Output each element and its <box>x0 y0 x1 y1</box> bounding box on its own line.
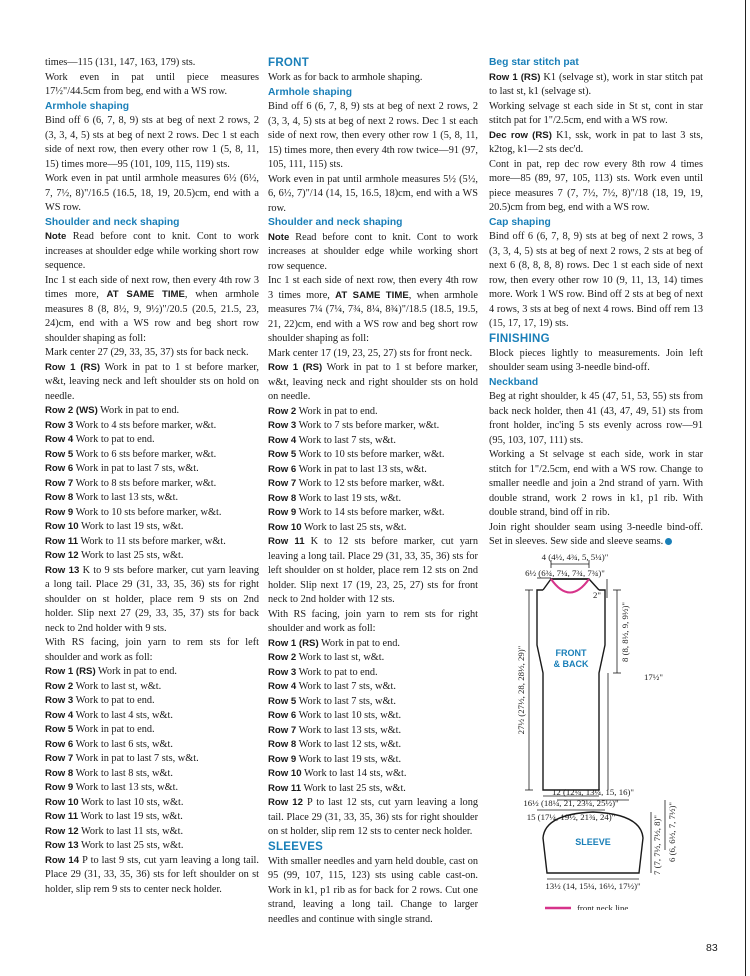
front-back-label-line2: & BACK <box>553 659 589 669</box>
page-edge-rule <box>745 0 746 976</box>
paragraph-text: P to last 12 sts, cut yarn leaving a long tail. Place 29 (31, 33, 35, 36) sts for right shoulder on st holder, slip rem 12 sts to center neck holder. <box>268 797 479 837</box>
row-label: Row 8 <box>268 739 297 750</box>
paragraph <box>268 709 478 724</box>
front-back-outline <box>537 579 605 790</box>
paragraph <box>45 71 259 100</box>
paragraph-text: Work to last 13 sts, w&t. <box>73 492 179 503</box>
section-heading: SLEEVES <box>268 840 324 853</box>
paragraph-text: Work to 12 sts before marker, w&t. <box>296 478 445 489</box>
schematic-diagram <box>505 550 735 910</box>
paragraph <box>45 723 259 738</box>
paragraph-text: Work to pat to end. <box>296 666 378 678</box>
column-middle <box>268 56 478 927</box>
paragraph <box>45 709 259 724</box>
paragraph-text: Work in pat to end. <box>97 405 180 416</box>
paragraph-text: Work to last 25 sts, w&t. <box>301 782 406 794</box>
paragraph-text: Work to last st, w&t. <box>73 680 162 692</box>
paragraph <box>45 230 259 274</box>
paragraph-text: Work to last 19 sts, w&t. <box>78 521 184 532</box>
paragraph-text: Work to last 7 sts, w&t. <box>296 681 396 692</box>
paragraph-text: , when armhole measures 8 (8, 8½, 9, 9½)"/20.5 (20.5, 21.5, 23, 24)cm, end with a WS row and beg short row shoulder shaping as foll: <box>45 289 259 344</box>
section-heading: Armhole shaping <box>45 100 130 112</box>
paragraph-text: Work in pat to end. <box>296 405 378 417</box>
paragraph-text: Read before cont to knit. Cont to work increases at shoulder edge while working short row sequence. <box>45 231 259 271</box>
row-label: Row 4 <box>45 709 74 721</box>
paragraph <box>489 100 703 129</box>
paragraph-text: Work to last 11 sts, w&t. <box>78 825 184 837</box>
paragraph <box>45 433 259 448</box>
paragraph <box>45 738 259 753</box>
paragraph <box>45 796 259 811</box>
body-length-dimension <box>525 590 533 790</box>
paragraph-text: Inc 1 st each side of next row, then every 4th row 3 times more, <box>268 275 478 301</box>
row-label: Row 5 <box>45 448 74 460</box>
column-left <box>45 56 259 897</box>
row-label: Row 4 <box>268 681 297 692</box>
paragraph <box>45 477 259 492</box>
paragraph-text: Bind off 6 (6, 7, 8, 9) sts at beg of next 2 rows, 3 (3, 3, 4, 5) sts at beg of next 2 rows, 2 sts at beg of next 6 (8, 8, 8, 8) rows. Dec 1 st each side of next row, then every other row 10 (9, 11, 13, 14) times more. Work 1 WS row. Bind off 2 sts at beg of next 4 rows, 3 sts at beg of next 4 rows. Bind off rem 13 (15, 17, 17, 19) sts. <box>489 231 703 329</box>
paragraph-text: Work in pat to end. <box>95 666 177 677</box>
paragraph <box>268 796 478 840</box>
paragraph-text: Work to 8 sts before marker, w&t. <box>73 477 217 489</box>
paragraph <box>45 564 259 637</box>
paragraph <box>45 346 259 361</box>
paragraph <box>45 694 259 709</box>
paragraph <box>45 839 259 854</box>
body-length-label: 27½ (27½, 28, 28½, 29)" <box>516 645 526 735</box>
paragraph <box>45 636 259 665</box>
paragraph-text: , when armhole measures 7¼ (7¼, 7¾, 8¼, 8¾)"/18.5 (18.5, 19.5, 21, 22)cm, end with a WS row and beg short row shoulder shaping as foll: <box>268 289 478 344</box>
paragraph <box>489 521 703 550</box>
paragraph <box>489 230 703 332</box>
paragraph <box>268 637 478 652</box>
paragraph-text: Work to last 19 sts, w&t. <box>296 753 402 765</box>
row-label: Row 3 <box>45 695 74 706</box>
paragraph-text: Beg at right shoulder, k 45 (47, 51, 53, 55) sts from back neck holder, then 41 (43, 47, 49, 51) sts from front holder, inc'ing 5 sts evenly across row—91 (95, 103, 107, 111) sts. <box>489 391 703 446</box>
paragraph <box>268 361 478 405</box>
paragraph <box>45 56 259 71</box>
paragraph <box>45 535 259 550</box>
paragraph-text: Work to last 4 sts, w&t. <box>73 709 173 721</box>
row-label: Note <box>268 231 290 243</box>
paragraph <box>489 448 703 521</box>
row-label: Note <box>45 231 67 242</box>
paragraph-text: Work to last 10 sts, w&t. <box>296 710 402 721</box>
paragraph <box>268 71 478 86</box>
row-label: Row 11 <box>268 536 305 547</box>
paragraph <box>268 405 478 420</box>
paragraph <box>268 173 478 217</box>
row-label: Row 8 <box>268 492 297 504</box>
row-label: Row 6 <box>268 710 297 721</box>
paragraph-text: Work to last 6 sts, w&t. <box>73 738 173 750</box>
armhole-depth-label: 8 (8, 8½, 9, 9½)" <box>620 601 630 663</box>
paragraph-text: Work to last 25 sts, w&t. <box>78 550 184 561</box>
paragraph-text: With smaller needles and yarn held double, cast on 95 (99, 107, 115, 123) sts using cable cast-on. Work in k1, p1 rib as for back for 2 rows. Cut one strand, leaving a long tail. Change to larger needles and continue with single strand. <box>268 855 478 925</box>
front-neck-curve <box>551 579 589 593</box>
paragraph-text: K1 (selvage st), work in star stitch pat to last st, k1 (selvage st). <box>489 71 703 97</box>
paragraph <box>45 752 259 767</box>
paragraph-text: K to 12 sts before marker, cut yarn leaving a long tail. Place 29 (31, 33, 35, 36) sts for left shoulder on st holder, place rem 12 sts on 2nd holder. Slip next 17 (19, 23, 25, 27) sts for front neck to 2nd holder with 12 sts. <box>268 536 478 605</box>
paragraph-text: Inc 1 st each side of next row, then every 4th row 3 times more, <box>45 274 259 300</box>
paragraph <box>268 782 478 797</box>
paragraph <box>268 521 478 536</box>
paragraph-text: Work in pat to end. <box>73 724 155 735</box>
row-label: Row 13 <box>45 840 79 851</box>
paragraph-text: Work to last 25 sts, w&t. <box>78 840 184 851</box>
paragraph-text: Read before cont to knit. Cont to work increases at shoulder edge while working short row sequence. <box>268 231 478 272</box>
row-label: Row 6 <box>268 463 297 475</box>
sleeve-label: SLEEVE <box>575 837 611 847</box>
section-heading: Neckband <box>489 376 539 388</box>
paragraph <box>268 347 478 362</box>
paragraph-text: With RS facing, join yarn to rem sts for right shoulder and work as foll: <box>268 608 478 634</box>
row-label: Row 8 <box>45 492 74 503</box>
section-heading: Beg star stitch pat <box>489 57 579 68</box>
sleeve-top-width-label: 12 (12¼, 13¼, 15, 16)" <box>551 787 635 797</box>
row-label: Row 2 <box>268 652 297 663</box>
paragraph <box>268 477 478 492</box>
paragraph <box>45 419 259 434</box>
paragraph <box>489 390 703 448</box>
paragraph-text: Work to 10 sts before marker, w&t. <box>296 449 445 460</box>
row-label: Row 12 <box>45 825 79 837</box>
section-heading: Shoulder and neck shaping <box>45 216 180 228</box>
paragraph <box>268 738 478 753</box>
row-label: Row 10 <box>45 796 79 808</box>
paragraph <box>489 158 703 216</box>
paragraph <box>268 767 478 782</box>
paragraph-text: Block pieces lightly to measurements. Join left shoulder seam using 3-needle bind-off. <box>489 347 703 373</box>
row-label: Row 13 <box>45 564 80 576</box>
row-label: Row 1 (RS) <box>268 637 319 649</box>
row-label: Row 4 <box>268 434 297 446</box>
paragraph <box>268 419 478 434</box>
cap-depth-label: 6 (6, 6½, 7, 7½)" <box>667 801 677 863</box>
paragraph <box>489 347 703 376</box>
column-right <box>489 56 703 550</box>
paragraph-text: Work in pat to 1 st before marker, w&t, leaving neck and right shoulder sts on hold on needle. <box>268 362 478 402</box>
paragraph <box>268 651 478 666</box>
paragraph-text: Work in pat to end. <box>318 637 400 649</box>
section-heading: FRONT <box>268 57 310 69</box>
paragraph-text: Work to last 7 sts, w&t. <box>296 695 396 707</box>
paragraph-text: Work to last 14 sts, w&t. <box>301 768 407 779</box>
paragraph <box>45 781 259 796</box>
paragraph <box>45 172 259 216</box>
paragraph-text: Cont in pat, rep dec row every 8th row 4 times more—85 (89, 97, 105, 113) sts. Work even until piece measures 7 (7, 7½, 7½, 8)"/18 (18, 19, 19, 20.5)cm from beg, end with a WS row. <box>489 158 703 213</box>
section-heading: FINISHING <box>489 332 550 345</box>
row-label: Row 3 <box>268 666 297 678</box>
paragraph-text: Mark center 27 (29, 33, 35, 37) sts for back neck. <box>45 347 249 358</box>
paragraph-text: times—115 (131, 147, 163, 179) sts. <box>45 57 196 68</box>
emphasis-text: AT SAME TIME <box>106 289 185 300</box>
paragraph <box>268 100 478 173</box>
paragraph-text: Work to pat to end. <box>73 434 155 445</box>
paragraph <box>268 535 478 608</box>
row-label: Row 9 <box>45 782 74 793</box>
neck-drop-label: 2" <box>593 590 601 600</box>
paragraph-text: Work to last 19 sts, w&t. <box>78 811 183 822</box>
paragraph <box>45 810 259 825</box>
paragraph-text: Work to 6 sts before marker, w&t. <box>73 448 217 460</box>
paragraph-text: Work to last 13 sts, w&t. <box>73 782 179 793</box>
paragraph-text: Work to last 25 sts, w&t. <box>301 521 407 533</box>
row-label: Row 11 <box>268 782 302 794</box>
side-length-label: 17½" <box>644 672 663 682</box>
paragraph <box>45 854 259 898</box>
paragraph-text: Work to 14 sts before marker, w&t. <box>296 507 445 518</box>
row-label: Row 2 (WS) <box>45 405 98 416</box>
paragraph <box>45 506 259 521</box>
row-label: Row 1 (RS) <box>489 71 541 83</box>
row-label: Dec row (RS) <box>489 129 552 141</box>
paragraph <box>268 855 478 928</box>
row-label: Row 10 <box>45 521 79 532</box>
paragraph-text: Work to 4 sts before marker, w&t. <box>73 419 217 431</box>
paragraph <box>268 434 478 449</box>
paragraph-text: Work to last 10 sts, w&t. <box>78 796 184 808</box>
row-label: Row 7 <box>268 724 297 736</box>
paragraph <box>268 608 478 637</box>
paragraph <box>268 695 478 710</box>
paragraph <box>45 825 259 840</box>
paragraph-text: Work in pat to last 7 sts, w&t. <box>73 753 199 764</box>
paragraph-text: K to 9 sts before marker, cut yarn leaving a long tail. Place 29 (31, 33, 35, 36) sts for right shoulder on st holder, place rem 9 sts on 2nd holder. Slip next 27 (29, 33, 35, 37) sts for back neck to 2nd holder with 9 sts. <box>45 564 260 634</box>
paragraph-text: With RS facing, join yarn to rem sts for left shoulder and work as foll: <box>45 637 259 663</box>
section-heading: Shoulder and neck shaping <box>268 217 403 228</box>
hem-width-label: 15 (17¼, 19½, 21¾, 24)" <box>526 812 616 822</box>
shoulder-width-label: 6½ (6¾, 7¼, 7¾, 7¾)" <box>525 568 605 578</box>
row-label: Row 10 <box>268 768 302 779</box>
cuff-width-label: 13½ (14, 15¼, 16½, 17½)" <box>545 881 641 891</box>
paragraph-text: Work even in pat until armhole measures 5½ (5½, 6, 6½, 7)"/14 (14, 15, 16.5, 18)cm, end with a WS row. <box>268 173 478 214</box>
row-label: Row 5 <box>268 449 297 460</box>
row-label: Row 5 <box>268 695 297 707</box>
neck-width-label: 4 (4½, 4¾, 5, 5¼)" <box>541 552 609 562</box>
paragraph-text: Work to pat to end. <box>73 695 155 706</box>
row-label: Row 7 <box>45 477 74 489</box>
paragraph <box>268 680 478 695</box>
paragraph <box>268 724 478 739</box>
paragraph <box>268 448 478 463</box>
section-heading: Armhole shaping <box>268 86 353 98</box>
row-label: Row 1 (RS) <box>45 666 96 677</box>
paragraph <box>268 506 478 521</box>
end-mark-icon <box>665 538 672 545</box>
emphasis-text: AT SAME TIME <box>335 289 409 301</box>
paragraph <box>45 114 259 172</box>
paragraph <box>45 274 259 347</box>
row-label: Row 6 <box>45 463 74 474</box>
paragraph-text: K1, ssk, work in pat to last 3 sts, k2tog, k1—2 sts dec'd. <box>489 129 703 155</box>
paragraph-text: Work to last 19 sts, w&t. <box>296 492 402 504</box>
paragraph-text: Work to last 7 sts, w&t. <box>296 434 396 446</box>
paragraph-text: Work even in pat until piece measures 17½"/44.5cm from beg, end with a WS row. <box>45 71 259 97</box>
paragraph-text: Work to 10 sts before marker, w&t. <box>73 506 222 518</box>
paragraph <box>45 680 259 695</box>
row-label: Row 8 <box>45 767 74 779</box>
paragraph-text: Join right shoulder seam using 3-needle bind-off. Set in sleeves. Sew side and sleeve seams. <box>489 521 703 547</box>
paragraph <box>489 129 703 158</box>
paragraph <box>268 666 478 681</box>
row-label: Row 7 <box>45 753 74 764</box>
front-back-label-line1: FRONT <box>555 648 587 658</box>
paragraph-text: Work in pat to last 7 sts, w&t. <box>73 463 199 474</box>
paragraph-text: Work to last 12 sts, w&t. <box>296 739 402 750</box>
legend-label: front neck line <box>577 903 629 910</box>
paragraph-text: Working selvage st each side in St st, cont in star stitch pat for 1"/2.5cm, end with a WS row. <box>489 100 703 126</box>
row-label: Row 4 <box>45 434 74 445</box>
paragraph-text: Bind off 6 (6, 7, 8, 9) sts at beg of next 2 rows, 2 (3, 3, 4, 5) sts at beg of next 2 rows. Dec 1 st each side of next row, then every other row 1 (5, 8, 11, 15) times more, then every 4th row twice—91 (97, 105, 111, 115) sts. <box>268 101 478 170</box>
paragraph-text: Bind off 6 (6, 7, 8, 9) sts at beg of next 2 rows, 2 (3, 3, 4, 5) sts at beg of next 2 rows. Dec 1 st each side of next row, then every other row 1 (5, 8, 11, 15) times more—95 (101, 109, 115, 119) sts. <box>45 115 259 170</box>
paragraph-text: Work to last 13 sts, w&t. <box>296 724 402 736</box>
row-label: Row 12 <box>268 797 303 808</box>
paragraph-text: Work to 11 sts before marker, w&t. <box>78 535 226 547</box>
paragraph-text: Work in pat to 1 st before marker, w&t, leaving neck and left shoulder sts on hold on needle. <box>45 361 259 402</box>
row-label: Row 3 <box>268 420 297 431</box>
paragraph-text: Work to last 8 sts, w&t. <box>73 767 173 779</box>
paragraph-text: Working a St selvage st each side, work in star stitch for 1"/2.5cm, end with a WS row. Change to smaller needle and join a 2nd strand of yarn. With double strand, work 2 rows in k1, p1 rib. With double strand, bind off in rib. <box>489 449 703 518</box>
paragraph <box>268 274 478 347</box>
row-label: Row 9 <box>268 753 297 765</box>
paragraph <box>489 71 703 100</box>
paragraph-text: Work in pat to last 13 sts, w&t. <box>296 463 427 475</box>
paragraph <box>45 404 259 419</box>
row-label: Row 2 <box>45 680 74 692</box>
row-label: Row 9 <box>268 507 297 518</box>
chest-width-label: 16½ (18¼, 21, 23¼, 25½)" <box>523 798 619 808</box>
paragraph <box>45 448 259 463</box>
row-label: Row 10 <box>268 521 302 533</box>
row-label: Row 2 <box>268 405 297 417</box>
paragraph <box>45 361 259 405</box>
row-label: Row 6 <box>45 738 74 750</box>
row-label: Row 1 (RS) <box>45 361 101 373</box>
paragraph <box>268 231 478 275</box>
row-label: Row 3 <box>45 419 74 431</box>
paragraph-text: P to last 9 sts, cut yarn leaving a long tail. Place 29 (31, 33, 35, 36) sts for left shoulder on st holder, slip rem 9 sts to center neck holder. <box>45 854 259 895</box>
row-label: Row 5 <box>45 724 74 735</box>
paragraph <box>268 463 478 478</box>
paragraph <box>45 491 259 506</box>
paragraph <box>45 665 259 680</box>
paragraph-text: Work even in pat until armhole measures 6½ (6½, 7, 7½, 8)"/16.5 (16.5, 18, 19, 20.5)cm, end with a WS row. <box>45 173 259 213</box>
paragraph <box>45 520 259 535</box>
paragraph-text: Work as for back to armhole shaping. <box>268 72 423 83</box>
paragraph-text: Work to 7 sts before marker, w&t. <box>296 420 440 431</box>
paragraph-text: Work to last st, w&t. <box>296 652 385 663</box>
row-label: Row 11 <box>45 811 79 822</box>
row-label: Row 11 <box>45 535 79 547</box>
row-label: Row 12 <box>45 550 79 561</box>
row-label: Row 14 <box>45 854 80 866</box>
row-label: Row 9 <box>45 506 74 518</box>
paragraph <box>45 462 259 477</box>
paragraph-text: Mark center 17 (19, 23, 25, 27) sts for front neck. <box>268 347 473 359</box>
paragraph <box>45 549 259 564</box>
section-heading: Cap shaping <box>489 216 551 228</box>
page-number: 83 <box>706 942 718 954</box>
paragraph <box>268 753 478 768</box>
row-label: Row 1 (RS) <box>268 362 323 373</box>
paragraph <box>268 492 478 507</box>
paragraph <box>45 767 259 782</box>
sleeve-length-label: 7 (7, 7½, 7½, 8)" <box>652 814 662 876</box>
row-label: Row 7 <box>268 478 297 489</box>
